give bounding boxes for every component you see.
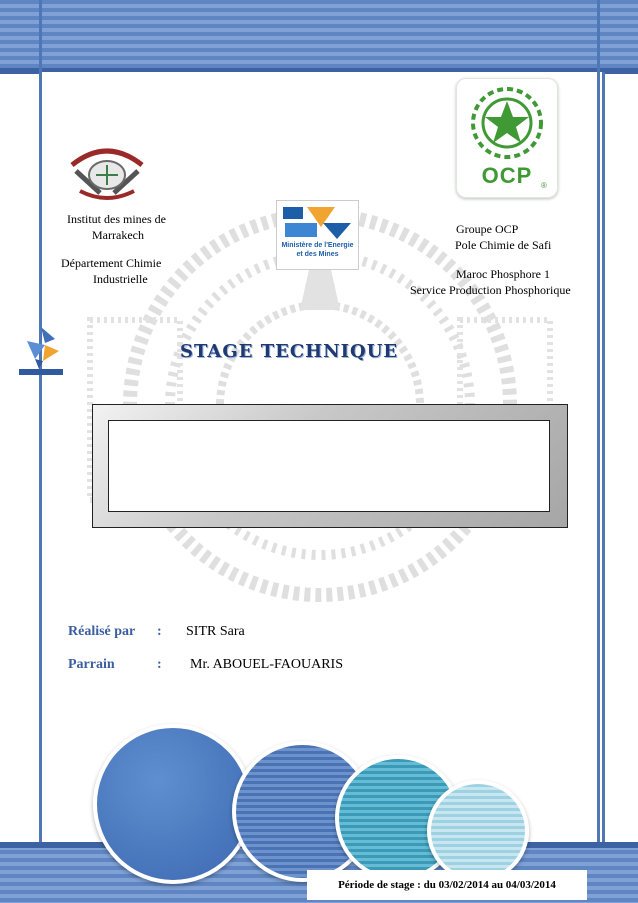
parrain-colon-text: : bbox=[157, 657, 162, 672]
right-border-line bbox=[597, 0, 600, 903]
pole-chimie-line: Pole Chimie de Safi bbox=[455, 238, 552, 252]
stage-period-label: Période de stage : du 03/02/2014 au 04/03/2014 bbox=[307, 870, 587, 900]
ocp-registered-mark: ® bbox=[541, 181, 547, 190]
ecole-mines-logo bbox=[66, 141, 148, 205]
realise-label-text: Réalisé par bbox=[68, 624, 136, 639]
title-frame-inner bbox=[108, 420, 550, 512]
decorative-circle-4 bbox=[427, 780, 529, 882]
groupe-ocp-line: Groupe OCP bbox=[456, 222, 519, 236]
institut-name-line1: Institut des mines de bbox=[67, 212, 166, 226]
service-production-line: Service Production Phosphorique bbox=[410, 283, 571, 297]
realise-label bbox=[68, 624, 135, 640]
ocp-star-emblem bbox=[457, 83, 557, 163]
left-border-line bbox=[39, 0, 42, 903]
ministry-logo-shapes bbox=[277, 201, 358, 241]
ministry-emblem-logo bbox=[15, 325, 67, 377]
department-line2: Industrielle bbox=[93, 272, 148, 286]
maroc-phosphore-line: Maroc Phosphore 1 bbox=[456, 267, 550, 281]
realise-colon bbox=[157, 624, 162, 640]
realise-colon-text: : bbox=[157, 624, 162, 639]
ministry-logo-line1: Ministère de l'Energie bbox=[281, 242, 354, 249]
realise-value: SITR Sara bbox=[186, 624, 245, 639]
top-decorative-band bbox=[0, 0, 638, 74]
parrain-label bbox=[68, 657, 115, 673]
ministry-logo-line2: et des Mines bbox=[296, 251, 339, 258]
parrain-value: Mr. ABOUEL-FAOUARIS bbox=[190, 657, 343, 672]
ocp-logo-text: OCP bbox=[481, 163, 533, 188]
decorative-circle-1 bbox=[93, 724, 253, 884]
institut-name-line2: Marrakech bbox=[92, 228, 144, 242]
ocp-logo bbox=[456, 78, 558, 198]
parrain-colon bbox=[157, 657, 162, 673]
parrain-label-text: Parrain bbox=[68, 657, 115, 672]
department-line1: Département Chimie bbox=[61, 256, 162, 270]
page-title: STAGE TECHNIQUE bbox=[180, 341, 399, 362]
ministere-energie-mines-logo bbox=[276, 200, 359, 270]
